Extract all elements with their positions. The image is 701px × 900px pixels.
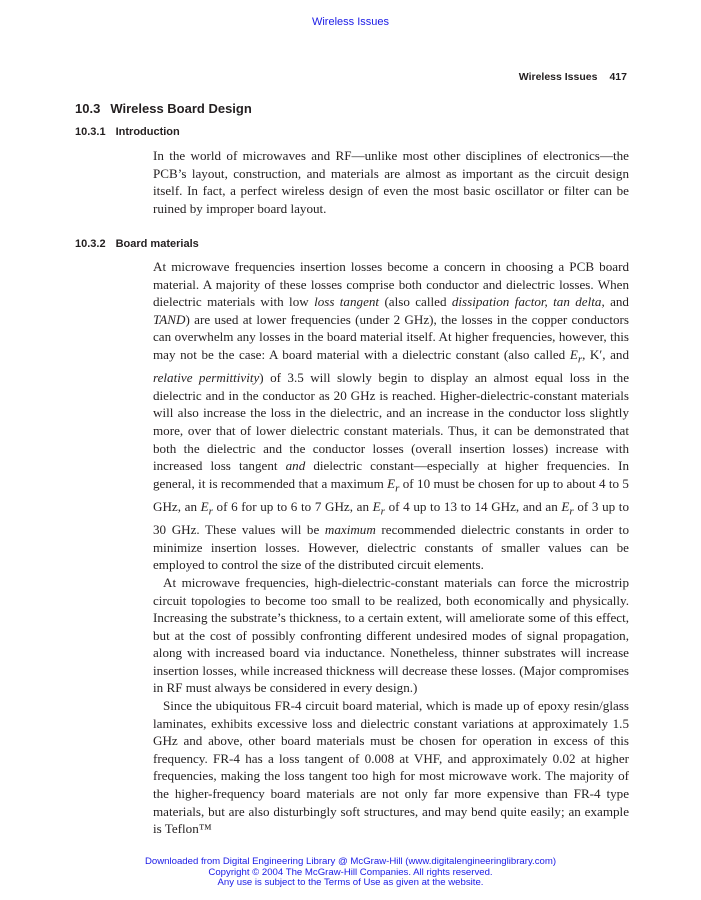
subsection-title: Introduction [115,126,180,138]
text-run: At microwave frequencies insertion losses become a concern in choosing a PCB board material. A majority of these losses comprise both conductor and dielectric losses. When dielectric materials with low [153,259,629,310]
er-symbol: $E_r$ [569,346,583,366]
section-heading [75,101,252,116]
italic-term: and [285,458,306,474]
text-run: of 6 for up to 6 to 7 GHz, an [212,498,373,514]
footer-copyright[interactable]: Copyright © 2004 The McGraw-Hill Companies. All rights reserved. [208,866,493,878]
text-run: of 3 up to 30 GHz. These values will be [153,498,629,538]
text-run: and [604,294,629,310]
subsection-number: 10.3.2 [75,238,106,250]
er-symbol: $E_r$ [561,498,574,518]
text-run: recommended dielectric constants in order to minimize insertion losses. However, dielectric constants of smaller values can be employed to control the size of the distributed circuit elements. [153,522,629,573]
running-head-title: Wireless Issues [518,71,598,83]
paragraph: Since the ubiquitous FR-4 circuit board material, which is made up of epoxy resin/glass laminates, exhibits excessive loss and dielectric constant variations at approximately 1.5 GHz and above, other board materials must be chosen for operation in excess of this frequency. FR-4 has a loss tangent of 0.008 at VHF, and approximately 0.02 at higher frequencies, making the loss tangent too high for most microwave work. The majority of the higher-frequency board materials are not only far more expensive than FR-4 type materials, but are also disturbingly soft structures, and may bend quite easily; an example is Teflon™ [153,698,629,837]
subsection-number: 10.3.1 [75,126,106,138]
subsection-title: Board materials [115,238,199,250]
footer-download-link[interactable]: Downloaded from Digital Engineering Library @ McGraw-Hill (www.digitalengineeringlibrary.com) [144,856,557,867]
italic-term: relative permittivity [153,370,260,386]
running-head [519,71,627,83]
footer-terms[interactable]: Any use is subject to the Terms of Use as given at the website. [217,877,484,888]
introduction-body [153,147,629,217]
italic-term: TAND [153,311,186,327]
subsection-heading-board-materials [75,238,199,250]
paragraph: In the world of microwaves and RF—unlike most other disciplines of electronics—the PCB’s layout, construction, and materials are almost as important as the circuit design itself. In fact, a perfect wireless design of even the most basic oscillator or filter can be ruined by improper board layout. [153,148,629,216]
er-symbol: $E_r$ [372,498,385,518]
er-symbol: $E_r$ [200,498,213,518]
header-link[interactable]: Wireless Issues [311,16,390,28]
paragraph [153,258,629,574]
text-run: (also called [379,294,452,310]
paragraph: At microwave frequencies, high-dielectric-constant materials can force the microstrip circuit topologies to become too small to be realized, both economically and physically. Increasing the substrate’s thickness, to a certain extent, will ameliorate some of this effect, but at the cost of possibly confronting different undesired modes of signal propagation, along with increased board via inductance. Nonetheless, thinner substrates will increase insertion losses, while increased thickness will decrease these losses. (Major compromises in RF must always be considered in every design.) [153,574,629,696]
text-run: ) of 3.5 will slowly begin to display an almost equal loss in the dielectric and in the conductor as 20 GHz is reached. Higher-dielectric-constant materials will also increase the loss in the dielectric, and an increase in the conductor loss slightly more, over that of lower dielectric constant materials. Thus, it can be demonstrated that both the dielectric and the conductor losses (overall insertion losses) increase with increased loss tangent [153,370,630,474]
text-run: of 4 up to 13 to 14 GHz, and an [384,498,562,514]
italic-term: dissipation factor, tan delta, [451,294,605,310]
subsection-heading-introduction [75,126,180,138]
text-run: of 10 must be chosen for up to about 4 to 5 GHz, an [153,475,629,514]
page-number: 417 [609,71,627,83]
er-symbol: $E_r$ [387,475,400,495]
board-materials-body [153,258,629,838]
section-number: 10.3 [75,101,101,116]
italic-term: maximum [324,522,376,538]
section-title: Wireless Board Design [110,101,252,116]
footer [0,857,701,889]
text-run: ) are used at lower frequencies (under 2 GHz), the losses in the copper conductors can overwhelm any losses in the board material itself. At higher frequencies, however, this may not be the case: A board material with a dielectric constant (also called [153,311,629,362]
italic-term: loss tangent [314,294,380,310]
text-run: , K′, and [582,346,629,362]
text-run: dielectric constant—especially at higher frequencies. In general, it is recommended that a maximum [153,458,629,491]
